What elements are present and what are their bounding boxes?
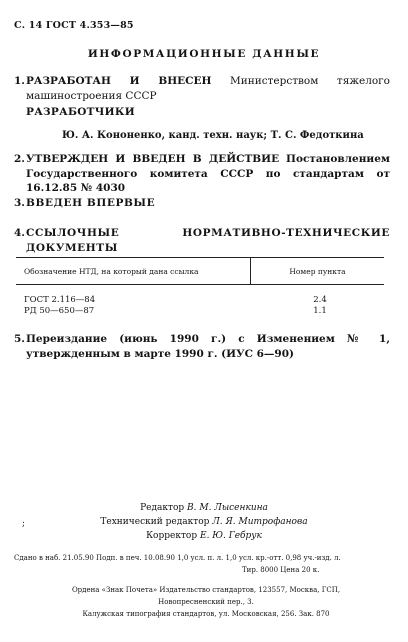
item-number: 2. xyxy=(14,153,25,165)
table-cell-clause: 1.1 xyxy=(313,305,327,316)
publisher-line: Ордена «Знак Почета» Издательство стандартов, 123557, Москва, ГСП, xyxy=(71,586,341,594)
item-text: Министерством тяжелого машиностроения СССР xyxy=(26,75,391,102)
print-details-line: Тир. 8000 Цена 20 к. xyxy=(242,566,320,574)
item-text: Переиздание (июнь 1990 г.) с Изменением № 1, утвержденным в марте 1990 г. (ИУС 6—90) xyxy=(26,333,390,360)
print-details xyxy=(14,552,398,576)
imprint-editor xyxy=(0,503,408,513)
table-row xyxy=(16,295,384,306)
page-header: С. 14 ГОСТ 4.353—85 xyxy=(14,20,134,31)
table-cell-document: РД 50—650—87 xyxy=(24,305,95,316)
table-row xyxy=(16,306,384,317)
item-lead: ССЫЛОЧНЫЕ НОРМАТИВНО-ТЕХНИЧЕСКИЕ ДОКУМЕНТЫ xyxy=(26,227,390,254)
imprint-tech-editor xyxy=(0,517,408,527)
publisher-line: Новопресненский пер., 3. xyxy=(158,598,254,606)
imprint-name: Е. Ю. Гебрук xyxy=(200,531,262,541)
item-lead: ВВЕДЕН ВПЕРВЫЕ xyxy=(26,197,156,209)
imprint-label: Корректор xyxy=(146,531,198,541)
developers-names: Ю. А. Кононенко, канд. техн. наук; Т. С. Федоткина xyxy=(62,130,364,141)
table-cell-document: ГОСТ 2.116—84 xyxy=(24,295,96,305)
item-approved xyxy=(14,152,390,196)
imprint-name: Л. Я. Митрофанова xyxy=(212,517,308,527)
item-number: 3. xyxy=(14,197,25,209)
item-developed xyxy=(14,74,390,103)
table-header xyxy=(16,258,384,284)
publisher-info xyxy=(14,584,398,620)
print-details-line: Сдано в наб. 21.05.90 Подп. в печ. 10.08.90 1,0 усл. п. л. 1,0 усл. кр.-отт. 0,98 уч.-изд. л. xyxy=(14,554,341,562)
item-number: 1. xyxy=(14,75,25,87)
publisher-line: Калужская типография стандартов, ул. Московская, 256. Зак. 870 xyxy=(82,610,330,618)
table-body xyxy=(16,285,384,316)
reference-table xyxy=(16,257,384,316)
imprint-label: Редактор xyxy=(140,503,185,513)
item-introduced xyxy=(14,196,390,211)
item-number: 5. xyxy=(14,333,25,345)
imprint-name: В. М. Лысенкина xyxy=(187,503,268,513)
developers-heading: РАЗРАБОТЧИКИ xyxy=(26,106,135,118)
imprint-proofreader xyxy=(0,531,408,541)
imprint-label: Технический редактор xyxy=(100,517,210,527)
item-text: Постановлением Государственного комитета СССР по стандартам от 16.12.85 № 4030 xyxy=(26,153,390,194)
item-references xyxy=(14,226,390,255)
stray-mark: ; xyxy=(22,519,26,529)
item-lead: УТВЕРЖДЕН И ВВЕДЕН В ДЕЙСТВИЕ xyxy=(26,153,280,165)
column-header-clause: Номер пункта xyxy=(250,258,384,284)
item-lead: РАЗРАБОТАН И ВНЕСЕН xyxy=(26,75,212,87)
item-reissue xyxy=(14,332,390,361)
item-number: 4. xyxy=(14,227,25,239)
section-title: ИНФОРМАЦИОННЫЕ ДАННЫЕ xyxy=(87,48,321,60)
column-header-document: Обозначение НТД, на который дана ссылка xyxy=(24,266,199,276)
table-cell-clause: 2.4 xyxy=(313,295,327,305)
